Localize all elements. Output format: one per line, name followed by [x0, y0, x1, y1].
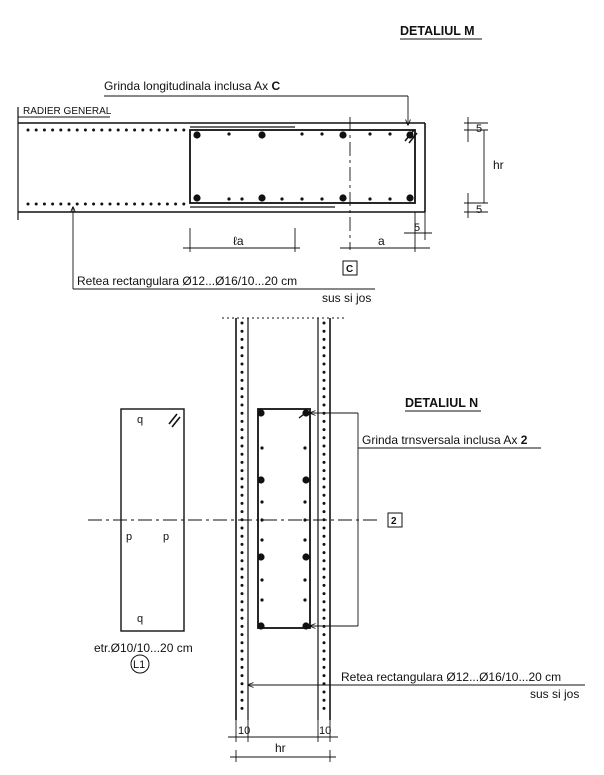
- mesh-bar-dot: [323, 502, 326, 505]
- mesh-bar-dot: [241, 379, 244, 382]
- mesh-bar-dot: [76, 129, 79, 132]
- mesh-bar-dot: [241, 371, 244, 374]
- detail-n-title: DETALIUL N: [405, 396, 479, 410]
- mesh-bar-dot: [241, 641, 244, 644]
- beam-secondary-bar: [303, 598, 306, 601]
- mesh-bar-dot: [51, 129, 54, 132]
- beam-secondary-bar: [303, 538, 306, 541]
- mesh-bar-dot: [241, 633, 244, 636]
- mesh-bar-dot: [158, 203, 161, 206]
- beam-secondary-bar: [260, 538, 263, 541]
- mesh-bar-dot: [117, 129, 120, 132]
- mesh-bar-dot: [241, 469, 244, 472]
- dim-height-n: hr: [275, 741, 286, 755]
- dim-cover-top-m: 5: [476, 123, 483, 135]
- slab-mesh-bottom: [27, 203, 186, 206]
- mesh-bar-dot: [182, 203, 185, 206]
- mesh-bar-dot: [323, 420, 326, 423]
- mesh-bar-dot: [125, 203, 128, 206]
- beam-secondary-bar: [320, 197, 323, 200]
- mesh-bar-dot: [59, 203, 62, 206]
- mesh-bar-dot: [84, 129, 87, 132]
- mesh-bar-dot: [43, 203, 46, 206]
- slab-mesh-top: [27, 129, 186, 132]
- mesh-bar-dot: [241, 666, 244, 669]
- beam-main-bar: [339, 131, 346, 138]
- beam-secondary-bar: [320, 132, 323, 135]
- dim-cover-side-m: 5: [414, 222, 421, 234]
- detail-m-bottom-dims: [183, 212, 432, 252]
- mesh-bar-dot: [166, 203, 169, 206]
- beam-main-bar: [257, 622, 264, 629]
- mesh-bar-dot: [323, 387, 326, 390]
- mesh-bar-dot: [133, 129, 136, 132]
- mesh-bar-dot: [150, 203, 153, 206]
- mesh-bar-dot: [241, 363, 244, 366]
- mesh-bar-dot: [241, 592, 244, 595]
- beam-main-bar: [339, 194, 346, 201]
- mesh-bar-dot: [241, 568, 244, 571]
- mesh-bar-dot: [241, 535, 244, 538]
- beam-main-bar: [302, 409, 309, 416]
- mesh-bar-dot: [241, 527, 244, 530]
- mesh-bar-dot: [323, 371, 326, 374]
- dim-cover-bottom-m: 5: [476, 204, 483, 216]
- mesh-bar-dot: [241, 322, 244, 325]
- detail-n-beam-label: Grinda trnsversala inclusa Ax 2: [362, 433, 528, 447]
- mesh-bar-dot: [323, 330, 326, 333]
- mesh-bar-dot: [76, 203, 79, 206]
- mesh-bar-dot: [323, 494, 326, 497]
- mesh-bar-dot: [174, 203, 177, 206]
- mesh-bar-dot: [323, 707, 326, 710]
- beam-secondary-bar: [388, 197, 391, 200]
- beam-main-bar: [258, 194, 265, 201]
- mesh-bar-dot: [117, 203, 120, 206]
- mesh-bar-dot: [323, 576, 326, 579]
- beam-main-bar: [302, 476, 309, 483]
- mesh-bar-dot: [59, 129, 62, 132]
- mesh-bar-dot: [241, 691, 244, 694]
- mesh-bar-dot: [323, 354, 326, 357]
- mesh-bar-dot: [241, 346, 244, 349]
- mesh-bar-dot: [323, 535, 326, 538]
- mesh-bar-dot: [51, 203, 54, 206]
- detail-m-beam-label: Grinda longitudinala inclusa Ax C: [104, 79, 281, 93]
- beam-secondary-bar: [227, 197, 230, 200]
- mesh-bar-dot: [241, 486, 244, 489]
- beam-secondary-bar: [260, 598, 263, 601]
- beam-secondary-bar: [240, 197, 243, 200]
- mesh-bar-dot: [241, 445, 244, 448]
- dim-right-n: 10: [319, 725, 332, 737]
- stirrup-bar-top: q: [137, 414, 144, 426]
- radier-label: RADIER GENERAL: [23, 106, 112, 117]
- mesh-bar-dot: [323, 445, 326, 448]
- mesh-bar-dot: [35, 129, 38, 132]
- mesh-label-m-line1: Retea rectangulara Ø12...Ø16/10...20 cm: [77, 274, 298, 288]
- beam-secondary-bar: [300, 197, 303, 200]
- beam-main-bar: [258, 131, 265, 138]
- mesh-bar-dot: [241, 625, 244, 628]
- mesh-bar-dot: [323, 527, 326, 530]
- stirrup-spec: etr.Ø10/10...20 cm: [94, 641, 193, 655]
- mesh-bar-dot: [241, 330, 244, 333]
- dim-left-n: 10: [238, 725, 251, 737]
- mesh-bar-dot: [323, 592, 326, 595]
- beam-secondary-bar: [300, 132, 303, 135]
- mesh-bar-dot: [241, 617, 244, 620]
- beam-secondary-bar: [260, 500, 263, 503]
- detail-m-title: DETALIUL M: [400, 24, 475, 38]
- mesh-bar-dot: [241, 477, 244, 480]
- mesh-bar-dot: [43, 129, 46, 132]
- beam-secondary-bar: [280, 197, 283, 200]
- mesh-bar-dot: [323, 699, 326, 702]
- mesh-bar-dot: [84, 203, 87, 206]
- beam-secondary-bar: [303, 500, 306, 503]
- mesh-bar-dot: [323, 510, 326, 513]
- mesh-bar-dot: [323, 477, 326, 480]
- stirrup-mark: L1: [133, 659, 146, 671]
- beam-secondary-bar: [227, 132, 230, 135]
- mesh-bar-dot: [241, 707, 244, 710]
- mesh-bar-dot: [323, 379, 326, 382]
- mesh-bar-dot: [241, 420, 244, 423]
- beam-secondary-bar: [303, 446, 306, 449]
- mesh-bar-dot: [141, 129, 144, 132]
- stirrup-bar-bottom: q: [137, 613, 144, 625]
- mesh-bar-dot: [241, 559, 244, 562]
- mesh-bar-dot: [323, 469, 326, 472]
- mesh-bar-dot: [166, 129, 169, 132]
- mesh-label-n-line2: sus si jos: [530, 687, 580, 701]
- mesh-bar-dot: [174, 129, 177, 132]
- mesh-bar-dot: [241, 453, 244, 456]
- mesh-bar-dot: [68, 203, 71, 206]
- mesh-bar-dot: [323, 674, 326, 677]
- mesh-bar-dot: [241, 395, 244, 398]
- mesh-bar-dot: [241, 600, 244, 603]
- longitudinal-beam-cage: [190, 130, 417, 203]
- beam-secondary-bar: [368, 132, 371, 135]
- beam-secondary-bar: [260, 578, 263, 581]
- mesh-bar-dot: [241, 461, 244, 464]
- beam-main-bar: [257, 476, 264, 483]
- mesh-bar-dot: [241, 404, 244, 407]
- mesh-bar-dot: [241, 682, 244, 685]
- mesh-bar-dot: [323, 633, 326, 636]
- slab-section-n: [222, 318, 345, 720]
- mesh-bar-dot: [241, 609, 244, 612]
- mesh-bar-dot: [141, 203, 144, 206]
- mesh-bar-dot: [100, 129, 103, 132]
- mesh-bar-dot: [27, 203, 30, 206]
- beam-main-bar: [193, 131, 200, 138]
- mesh-bar-dot: [323, 617, 326, 620]
- mesh-bar-dot: [241, 576, 244, 579]
- beam-main-bar: [193, 194, 200, 201]
- mesh-bar-dot: [241, 551, 244, 554]
- mesh-bar-dot: [323, 609, 326, 612]
- stirrup-bar-left: p: [126, 531, 133, 543]
- mesh-bar-dot: [241, 674, 244, 677]
- mesh-bar-dot: [241, 699, 244, 702]
- mesh-bar-dot: [323, 322, 326, 325]
- mesh-bar-dot: [323, 641, 326, 644]
- mesh-bar-dot: [323, 395, 326, 398]
- mesh-bar-dot: [241, 412, 244, 415]
- dim-height-m: hr: [493, 158, 504, 172]
- mesh-bar-dot: [323, 584, 326, 587]
- mesh-label-n-line1: Retea rectangulara Ø12...Ø16/10...20 cm: [341, 670, 562, 684]
- mesh-bar-dot: [323, 551, 326, 554]
- mesh-bar-dot: [68, 129, 71, 132]
- mesh-bar-dot: [241, 510, 244, 513]
- mesh-bar-dot: [323, 363, 326, 366]
- mesh-bar-dot: [323, 486, 326, 489]
- mesh-bar-dot: [158, 129, 161, 132]
- stirrup-l1: [94, 409, 193, 673]
- mesh-bar-dot: [241, 428, 244, 431]
- mesh-bar-dot: [241, 436, 244, 439]
- slab-mesh-right: [323, 322, 326, 710]
- mesh-bar-dot: [241, 354, 244, 357]
- detail-m: [18, 24, 504, 305]
- beam-main-bar: [257, 409, 264, 416]
- beam-main-bar: [302, 622, 309, 629]
- mesh-bar-dot: [241, 650, 244, 653]
- mesh-bar-dot: [125, 129, 128, 132]
- beam-secondary-bar: [368, 197, 371, 200]
- mesh-bar-dot: [323, 691, 326, 694]
- dim-anchorage-la: ℓa: [233, 234, 244, 248]
- beam-main-bar: [406, 194, 413, 201]
- mesh-bar-dot: [241, 494, 244, 497]
- mesh-bar-dot: [241, 387, 244, 390]
- mesh-bar-dot: [323, 568, 326, 571]
- mesh-bar-dot: [323, 346, 326, 349]
- mesh-bar-dot: [323, 600, 326, 603]
- mesh-bar-dot: [323, 453, 326, 456]
- mesh-bar-dot: [241, 543, 244, 546]
- mesh-label-m-line2: sus si jos: [322, 291, 372, 305]
- mesh-bar-dot: [323, 543, 326, 546]
- mesh-bar-dot: [323, 650, 326, 653]
- mesh-bar-dot: [241, 502, 244, 505]
- beam-main-bar: [406, 131, 413, 138]
- mesh-bar-dot: [323, 666, 326, 669]
- mesh-bar-dot: [109, 129, 112, 132]
- stirrup-bar-right: p: [163, 531, 170, 543]
- mesh-bar-dot: [241, 658, 244, 661]
- transverse-beam-cage: [257, 409, 310, 630]
- mesh-bar-dot: [182, 129, 185, 132]
- mesh-bar-dot: [92, 129, 95, 132]
- axis-c-marker-label: C: [346, 264, 354, 275]
- beam-secondary-bar: [260, 446, 263, 449]
- beam-main-bar: [302, 553, 309, 560]
- mesh-bar-dot: [133, 203, 136, 206]
- mesh-bar-dot: [323, 338, 326, 341]
- dim-a: a: [378, 234, 385, 248]
- mesh-bar-dot: [323, 428, 326, 431]
- mesh-bar-dot: [241, 584, 244, 587]
- beam-secondary-bar: [388, 132, 391, 135]
- mesh-bar-dot: [323, 461, 326, 464]
- mesh-bar-dot: [35, 203, 38, 206]
- mesh-bar-dot: [150, 129, 153, 132]
- slab-mesh-left: [241, 322, 244, 710]
- mesh-bar-dot: [323, 404, 326, 407]
- axis-2-marker-label: 2: [391, 516, 397, 527]
- mesh-bar-dot: [241, 338, 244, 341]
- mesh-bar-dot: [109, 203, 112, 206]
- mesh-bar-dot: [27, 129, 30, 132]
- mesh-bar-dot: [323, 658, 326, 661]
- beam-secondary-bar: [303, 578, 306, 581]
- mesh-bar-dot: [100, 203, 103, 206]
- beam-main-bar: [257, 553, 264, 560]
- mesh-bar-dot: [323, 559, 326, 562]
- mesh-bar-dot: [92, 203, 95, 206]
- mesh-bar-dot: [323, 436, 326, 439]
